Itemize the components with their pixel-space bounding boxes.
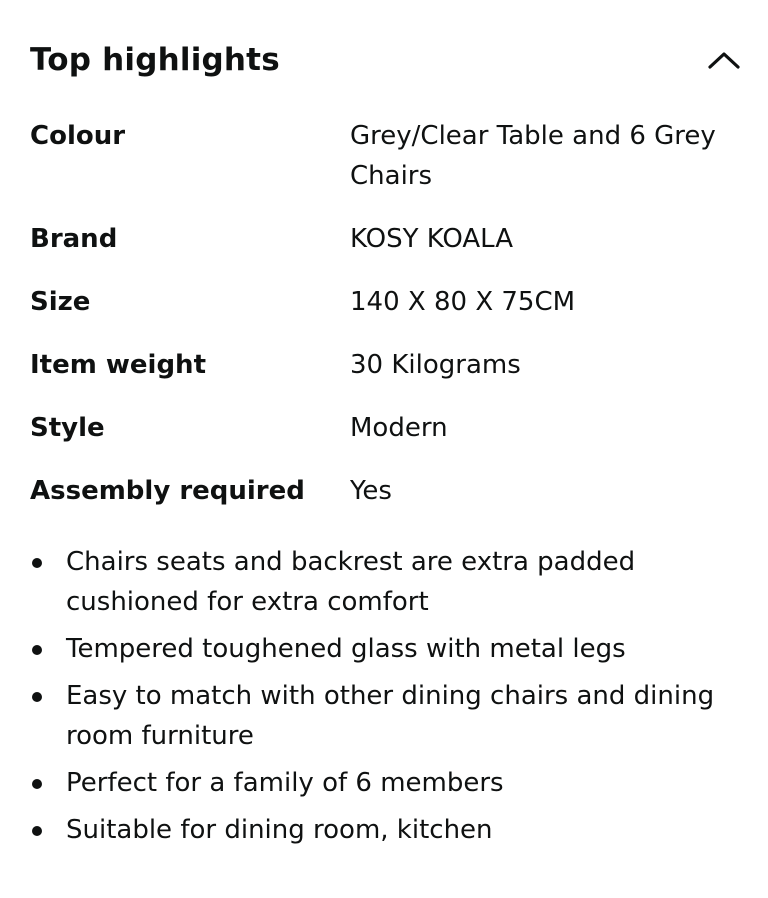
- bullet-text: Chairs seats and backrest are extra padded cushioned for extra comfort: [66, 547, 636, 617]
- list-item: [30, 629, 740, 669]
- section-header[interactable]: [30, 36, 744, 84]
- bullet-dot-icon: [30, 629, 66, 669]
- spec-label: Size: [30, 287, 91, 317]
- bullet-dot-icon: [30, 763, 66, 803]
- spec-row-style: [30, 408, 740, 448]
- bullet-dot-icon: [30, 676, 66, 716]
- list-item: [30, 810, 740, 850]
- spec-label: Item weight: [30, 350, 206, 380]
- section-title: Top highlights: [30, 42, 280, 78]
- spec-row-assembly-required: [30, 471, 740, 511]
- spec-value: 30 Kilograms: [350, 350, 521, 380]
- list-item: [30, 542, 740, 622]
- feature-bullet-list: [30, 542, 740, 857]
- bullet-text: Tempered toughened glass with metal legs: [66, 634, 626, 664]
- spec-label: Assembly required: [30, 476, 305, 506]
- spec-table: [30, 116, 740, 534]
- spec-value: KOSY KOALA: [350, 224, 514, 254]
- spec-label: Style: [30, 413, 105, 443]
- spec-value: Grey/Clear Table and 6 Grey Chairs: [350, 121, 716, 191]
- bullet-text: Perfect for a family of 6 members: [66, 768, 504, 798]
- chevron-up-icon: [707, 50, 741, 70]
- spec-row-brand: [30, 219, 740, 259]
- bullet-dot-icon: [30, 542, 66, 582]
- spec-value: Yes: [350, 476, 392, 506]
- bullet-dot-icon: [30, 810, 66, 850]
- spec-row-item-weight: [30, 345, 740, 385]
- list-item: [30, 676, 740, 756]
- spec-label: Brand: [30, 224, 118, 254]
- bullet-text: Easy to match with other dining chairs and dining room furniture: [66, 681, 715, 751]
- list-item: [30, 763, 740, 803]
- spec-row-colour: [30, 116, 740, 196]
- collapse-toggle-button[interactable]: [704, 40, 744, 80]
- bullet-text: Suitable for dining room, kitchen: [66, 815, 493, 845]
- spec-value: 140 X 80 X 75CM: [350, 287, 576, 317]
- spec-row-size: [30, 282, 740, 322]
- spec-value: Modern: [350, 413, 448, 443]
- spec-label: Colour: [30, 121, 126, 151]
